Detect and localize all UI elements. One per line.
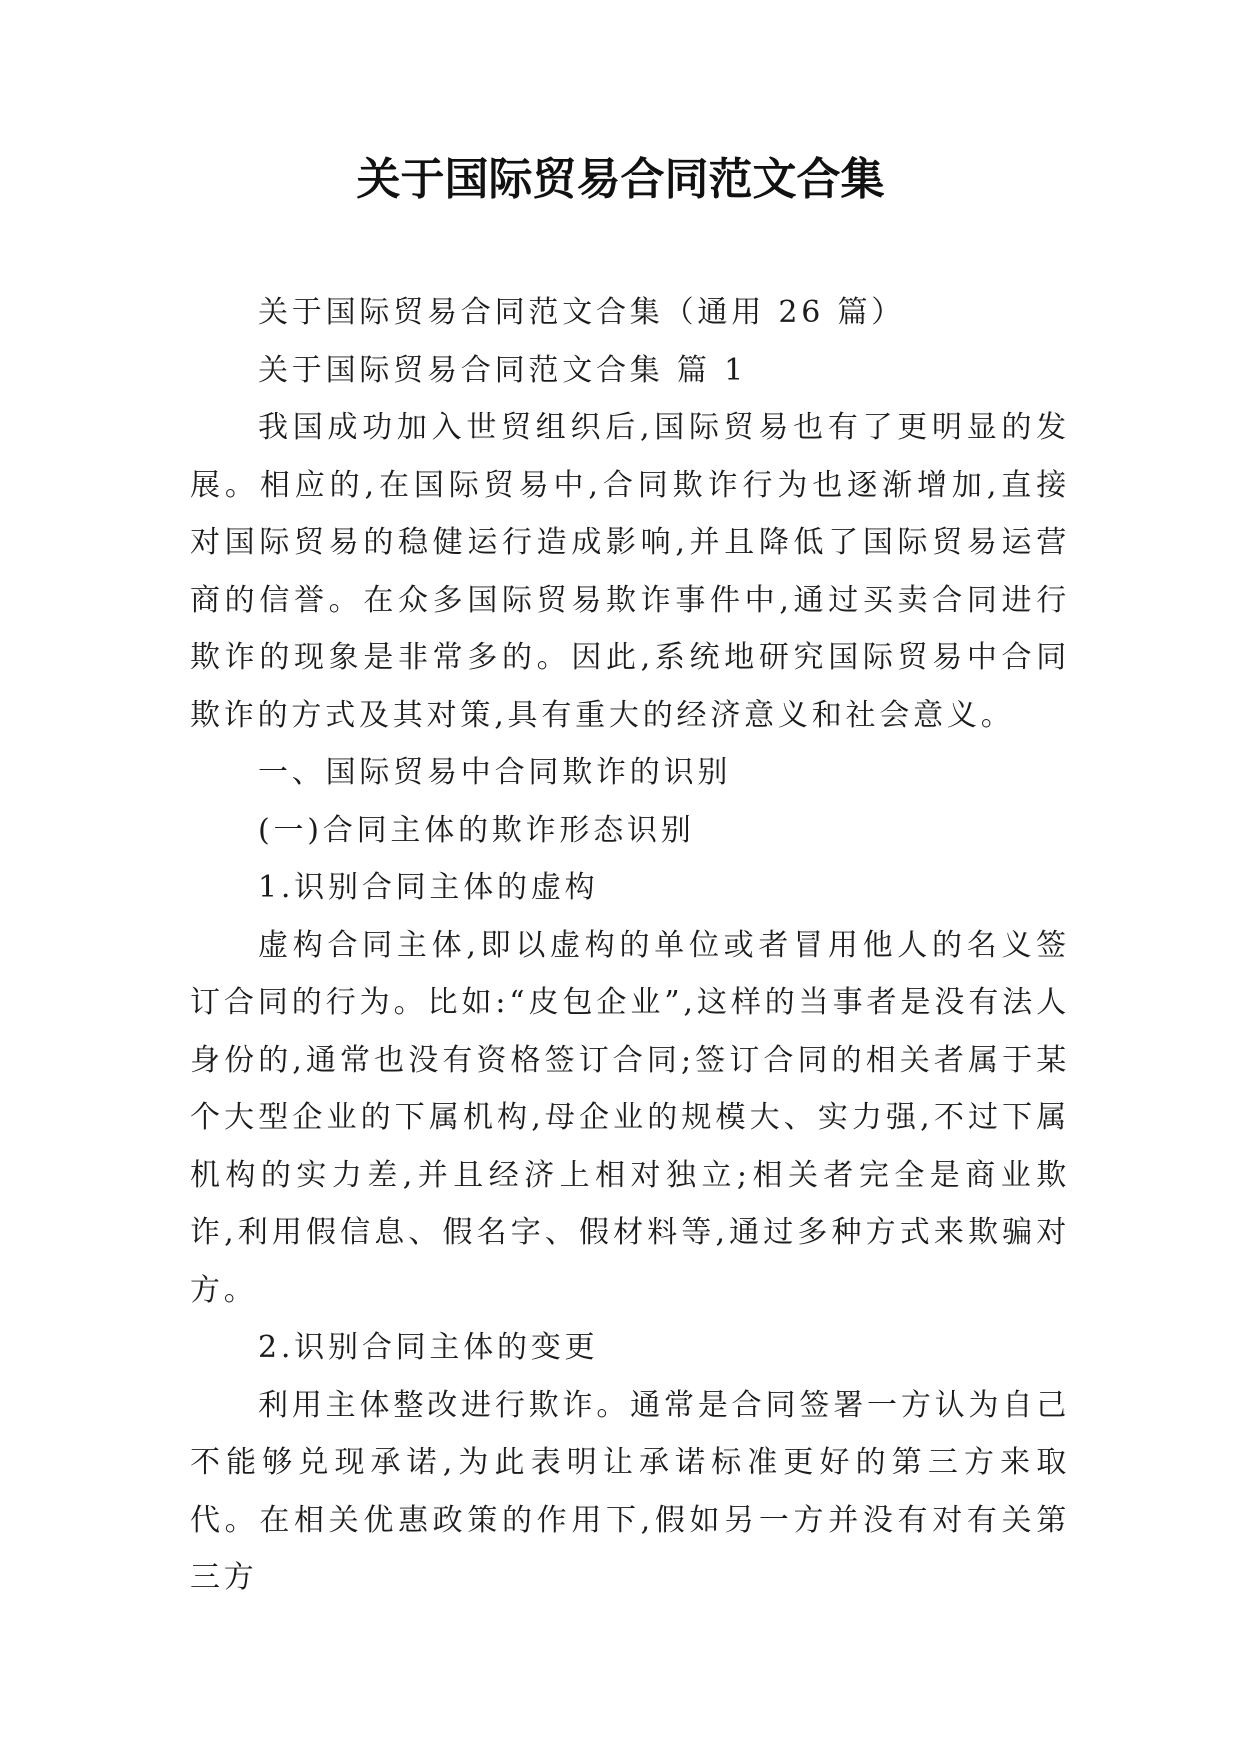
heading-level-3: 2.识别合同主体的变更 bbox=[258, 1330, 599, 1365]
heading-level-3: 1.识别合同主体的虚构 bbox=[258, 870, 599, 905]
body-paragraph: 利用主体整改进行欺诈。通常是合同签署一方认为自己不能够兑现承诺,为此表明让承诺标准更好的第三方来取代。在相关优惠政策的作用下,假如另一方并没有对有关第三方 bbox=[190, 1387, 1070, 1595]
body-paragraph: 虚构合同主体,即以虚构的单位或者冒用他人的名义签订合同的行为。比如:“皮包企业”,这样的当事者是没有法人身份的,通常也没有资格签订合同;签订合同的相关者属于某个大型企业的下属机构,母企业的规模大、实力强,不过下属机构的实力差,并且经济上相对独立;相关者完全是商业欺诈,利用假信息、假名字、假材料等,通过多种方式来欺骗对方。 bbox=[190, 927, 1070, 1308]
document-body bbox=[190, 284, 1070, 1607]
heading-level-1: 一、国际贸易中合同欺诈的识别 bbox=[258, 755, 732, 790]
section-heading: 关于国际贸易合同范文合集 篇 1 bbox=[258, 352, 747, 388]
body-paragraph: 我国成功加入世贸组织后,国际贸易也有了更明显的发展。相应的,在国际贸易中,合同欺诈行为也逐渐增加,直接对国际贸易的稳健运行造成影响,并且降低了国际贸易运营商的信誉。在众多国际贸易欺诈事件中,通过买卖合同进行欺诈的现象是非常多的。因此,系统地研究国际贸易中合同欺诈的方式及其对策,具有重大的经济意义和社会意义。 bbox=[190, 410, 1070, 733]
document-title: 关于国际贸易合同范文合集 bbox=[356, 154, 885, 205]
subtitle-paragraph: 关于国际贸易合同范文合集（通用 26 篇） bbox=[258, 295, 906, 330]
heading-level-2: (一)合同主体的欺诈形态识别 bbox=[258, 812, 695, 848]
